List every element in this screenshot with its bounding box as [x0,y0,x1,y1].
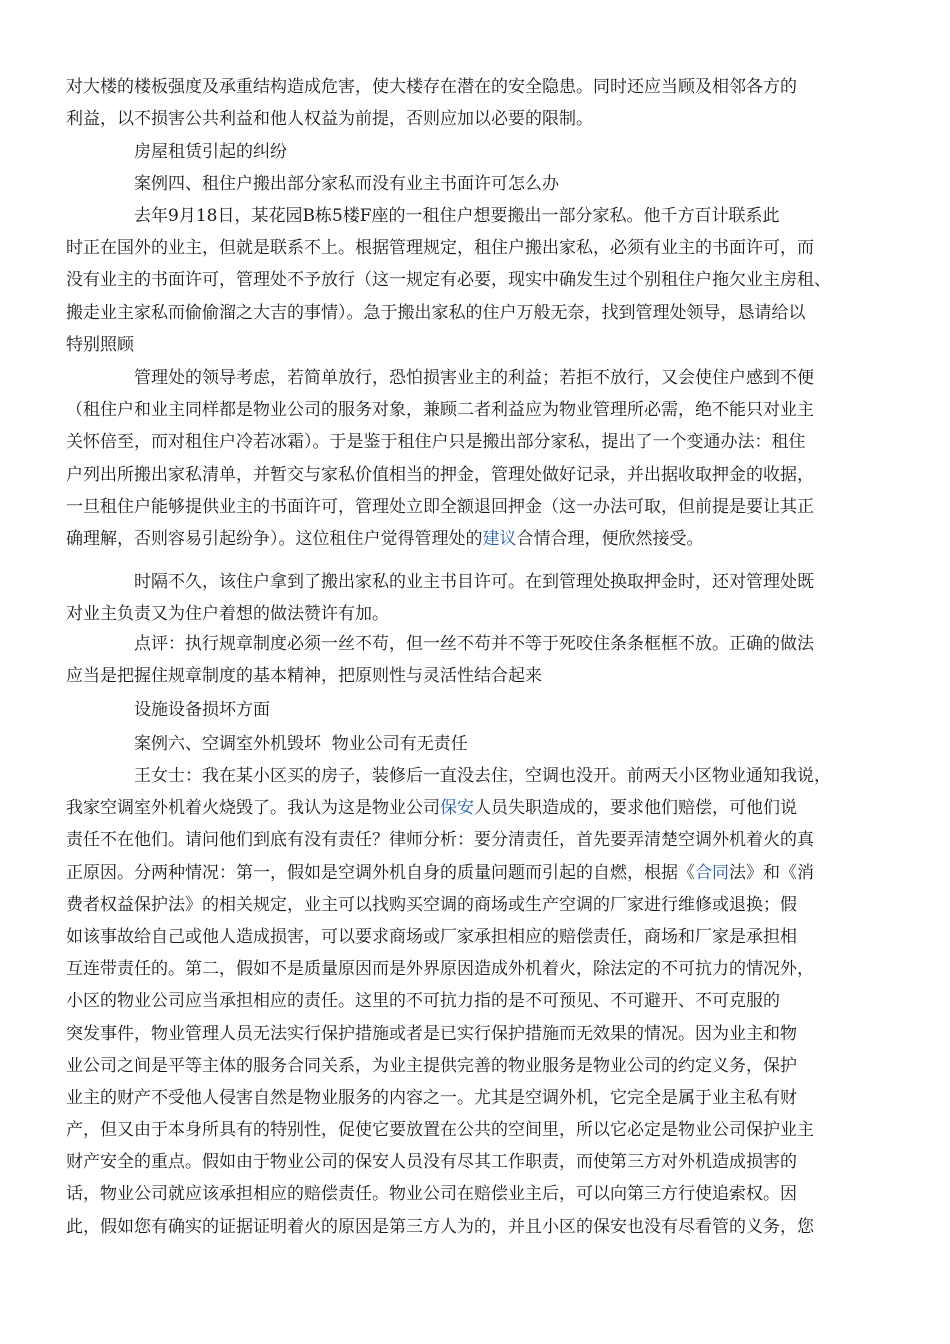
paragraph [66,362,886,555]
case-heading [66,168,886,200]
text-line: 小区的物业公司应当承担相应的责任。这里的不可抗力指的是不可预见、不可避开、不可克服的 [66,991,780,1012]
text-segment: 合情合理，便欣然接受。 [516,528,704,549]
text-line: 设施设备损坏方面 [134,700,270,720]
link-jianyi[interactable]: 建议 [482,528,517,549]
text-segment: 确理解，否则容易引起纷争）。这位租住户觉得管理处的 [66,528,483,549]
text-segment: 法》和《消 [729,862,814,883]
text-line: 对大楼的楼板强度及承重结构造成危害，使大楼存在潜在的安全隐患。同时还应当顾及相邻各方的 [66,77,797,97]
text-line: 话，物业公司就应该承担相应的赔偿责任。物业公司在赔偿业主后，可以向第三方行使追索权。因 [66,1184,797,1205]
text-line: 此，假如您有确实的证据证明着火的原因是第三方人为的，并且小区的保安也没有尽看管的义务，您 [66,1216,814,1237]
text-line: 应当是把握住规章制度的基本精神，把原则性与灵活性结合起来 [66,666,542,687]
text-line: 时正在国外的业主，但就是联系不上。根据管理规定，租住户搬出家私，必须有业主的书面许可，而 [66,238,814,259]
text-line: 王女士：我在某小区买的房子，装修后一直没去住，空调也没开。前两天小区物业通知我说， [134,766,831,786]
text-line: 财产安全的重点。假如由于物业公司的保安人员没有尽其工作职责，而使第三方对外机造成损害的 [66,1152,797,1173]
paragraph [66,760,886,1243]
text-line: 没有业主的书面许可，管理处不予放行（这一规定有必要，现实中确发生过个别租住户拖欠业主房租、 [66,270,831,291]
text-line: 产，但又由于本身所具有的特别性，促使它要放置在公共的空间里，所以它必定是物业公司保护业主 [66,1120,814,1141]
text-line: 点评：执行规章制度必须一丝不苟，但一丝不苟并不等于死咬住条条框框不放。正确的做法 [134,634,814,654]
paragraph [66,628,886,692]
text-line [66,523,886,555]
text-line: 房屋租赁引起的纠纷 [134,142,287,162]
case-heading [66,728,886,760]
text-line: 时隔不久，该住户拿到了搬出家私的业主书目许可。在到管理处换取押金时，还对管理处既 [134,572,814,592]
link-baoan[interactable]: 保安 [440,798,474,819]
text-line: 责任不在他们。请问他们到底有没有责任？律师分析：要分清责任，首先要弄清楚空调外机着火的真 [66,830,814,851]
text-line: 搬走业主家私而偷偷溜之大吉的事情）。急于搬出家私的住户万般无奈，找到管理处领导，恳请给以 [66,302,806,323]
text-line: 案例六、空调室外机毁坏 物业公司有无责任 [134,734,468,754]
section-heading [66,694,886,726]
paragraph [66,200,886,361]
text-line: 互连带责任的。第二，假如不是质量原因而是外界原因造成外机着火，除法定的不可抗力的情况外， [66,959,814,980]
link-hetong[interactable]: 合同 [695,862,729,883]
text-line: 利益，以不损害公共利益和他人权益为前提，否则应加以必要的限制。 [66,109,593,130]
text-line: （租住户和业主同样都是物业公司的服务对象，兼顾二者利益应为物业管理所必需，绝不能只对业主 [66,400,814,421]
section-heading [66,136,886,168]
text-segment: 正原因。分两种情况：第一，假如是空调外机自身的质量问题而引起的自燃，根据《 [66,862,695,883]
text-segment: 人员失职造成的，要求他们赔偿，可他们说 [474,798,797,819]
text-line: 业公司之间是平等主体的服务合同关系，为业主提供完善的物业服务是物业公司的约定义务，保护 [66,1055,797,1076]
paragraph [66,566,886,630]
text-line: 对业主负责又为住户着想的做法赞许有加。 [66,604,389,625]
text-line [66,792,886,824]
text-line: 户列出所搬出家私清单，并暂交与家私价值相当的押金，管理处做好记录，并出据收取押金的收据， [66,464,814,485]
text-line: 关怀倍至，而对租住户冷若冰霜）。于是鉴于租住户只是搬出部分家私，提出了一个变通办法：租住 [66,432,806,453]
paragraph [66,71,886,135]
text-line: 案例四、租住户搬出部分家私而没有业主书面许可怎么办 [134,174,559,194]
text-line: 去年9月18日，某花园B栋5楼F座的一租住户想要搬出一部分家私。他千方百计联系此 [134,206,780,226]
text-line [66,857,886,889]
text-line: 如该事故给自己或他人造成损害，可以要求商场或厂家承担相应的赔偿责任，商场和厂家是承担相 [66,926,797,947]
text-line: 特别照顾 [66,334,134,355]
text-line: 费者权益保护法》的相关规定，业主可以找购买空调的商场或生产空调的厂家进行维修或退换；假 [66,894,797,915]
text-segment: 我家空调室外机着火烧毁了。我认为这是物业公司 [66,798,440,819]
text-line: 业主的财产不受他人侵害自然是物业服务的内容之一。尤其是空调外机，它完全是属于业主私有财 [66,1087,797,1108]
text-line: 管理处的领导考虑，若简单放行，恐怕损害业主的利益；若拒不放行，又会使住户感到不便 [134,368,814,388]
text-line: 一旦租住户能够提供业主的书面许可，管理处立即全额退回押金（这一办法可取，但前提是要让其正 [66,496,814,517]
text-line: 突发事件，物业管理人员无法实行保护措施或者是已实行保护措施而无效果的情况。因为业主和物 [66,1023,797,1044]
